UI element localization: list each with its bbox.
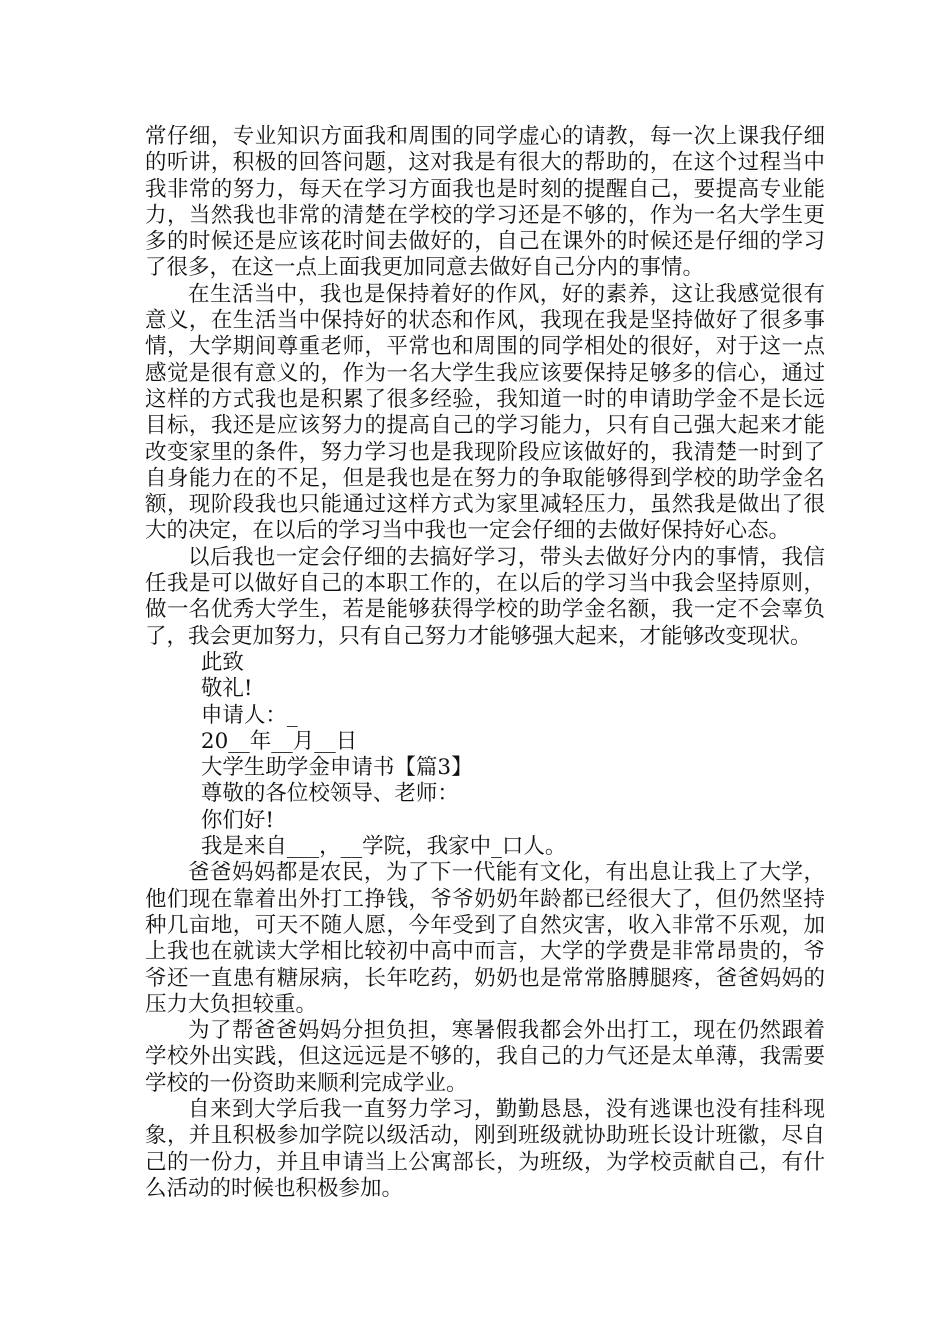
- paragraph-family: 爸爸妈妈都是农民，为了下一代能有文化，有出息让我上了大学，他们现在靠着出外打工挣钱，爷爷奶奶年龄都已经很大了，但仍然坚持种几亩地，可天不随人愿，今年受到了自然灾害，收入非常不乐观，加上我也在就读大学相比较初中高中而言，大学的学费是非常昂贵的，爷爷还一直患有糖尿病，长年吃药，奶奶也是常常胳膊腿疼，爸爸妈妈的压力大负担较重。: [145, 860, 825, 1017]
- paragraph-study: 常仔细，专业知识方面我和周围的同学虚心的请教，每一次上课我仔细的听讲，积极的回答问题，这对我是有很大的帮助的，在这个过程当中我非常的努力，每天在学习方面我也是时刻的提醒自己，要提高专业能力，当然我也非常的清楚在学校的学习还是不够的，作为一名大学生更多的时候还是应该花时间去做好的，自己在课外的时候还是仔细的学习了很多，在这一点上面我更加同意去做好自己分内的事情。: [145, 124, 825, 281]
- paragraph-life: 在生活当中，我也是保持着好的作风，好的素养，这让我感觉很有意义，在生活当中保持好的状态和作风，我现在我是坚持做好了很多事情，大学期间尊重老师，平常也和周围的同学相处的很好，对于这一点感觉是很有意义的，作为一名大学生我应该要保持足够多的信心，通过这样的方式我也是积累了很多经验，我知道一时的申请助学金不是长远目标，我还是应该努力的提高自己的学习能力，只有自己强大起来才能改变家里的条件，努力学习也是我现阶段应该做好的，我清楚一时到了自身能力在的不足，但是我也是在努力的争取能够得到学校的助学金名额，现阶段我也只能通过这样方式为家里减轻压力，虽然我是做出了很大的决定，在以后的学习当中我也一定会仔细的去做好保持好心态。: [145, 281, 825, 544]
- paragraph-work: 为了帮爸爸妈妈分担负担，寒暑假我都会外出打工，现在仍然跟着学校外出实践，但这远远是不够的，我自己的力气还是太单薄，我需要学校的一份资助来顺利完成学业。: [145, 1018, 825, 1096]
- date-line: 20__年__月__日: [200, 728, 358, 754]
- closing-regards: 敬礼!: [200, 676, 253, 702]
- paragraph-college: 自来到大学后我一直努力学习，勤勤恳恳，没有逃课也没有挂科现象，并且积极参加学院以级活动，刚到班级就协助班长设计班徽，尽自己的一份力，并且申请当上公寓部长，为班级，为学校贡献自己，有什么活动的时候也积极参加。: [145, 1096, 825, 1201]
- document-body: [145, 124, 825, 1202]
- applicant-line: 申请人：_: [200, 702, 298, 728]
- greeting-hello: 你们好!: [200, 807, 275, 833]
- intro-line: 我是来自___，__学院，我家中_口人。: [200, 834, 567, 860]
- closing-salutation: 此致: [200, 649, 244, 675]
- paragraph-future: 以后我也一定会仔细的去搞好学习，带头去做好分内的事情，我信任我是可以做好自己的本职工作的，在以后的学习当中我会坚持原则，做一名优秀大学生，若是能够获得学校的助学金名额，我一定不会辜负了，我会更加努力，只有自己努力才能够强大起来，才能够改变现状。: [145, 544, 825, 649]
- section-heading: 大学生助学金申请书【篇3】: [200, 755, 473, 781]
- greeting-recipients: 尊敬的各位校领导、老师：: [200, 781, 459, 807]
